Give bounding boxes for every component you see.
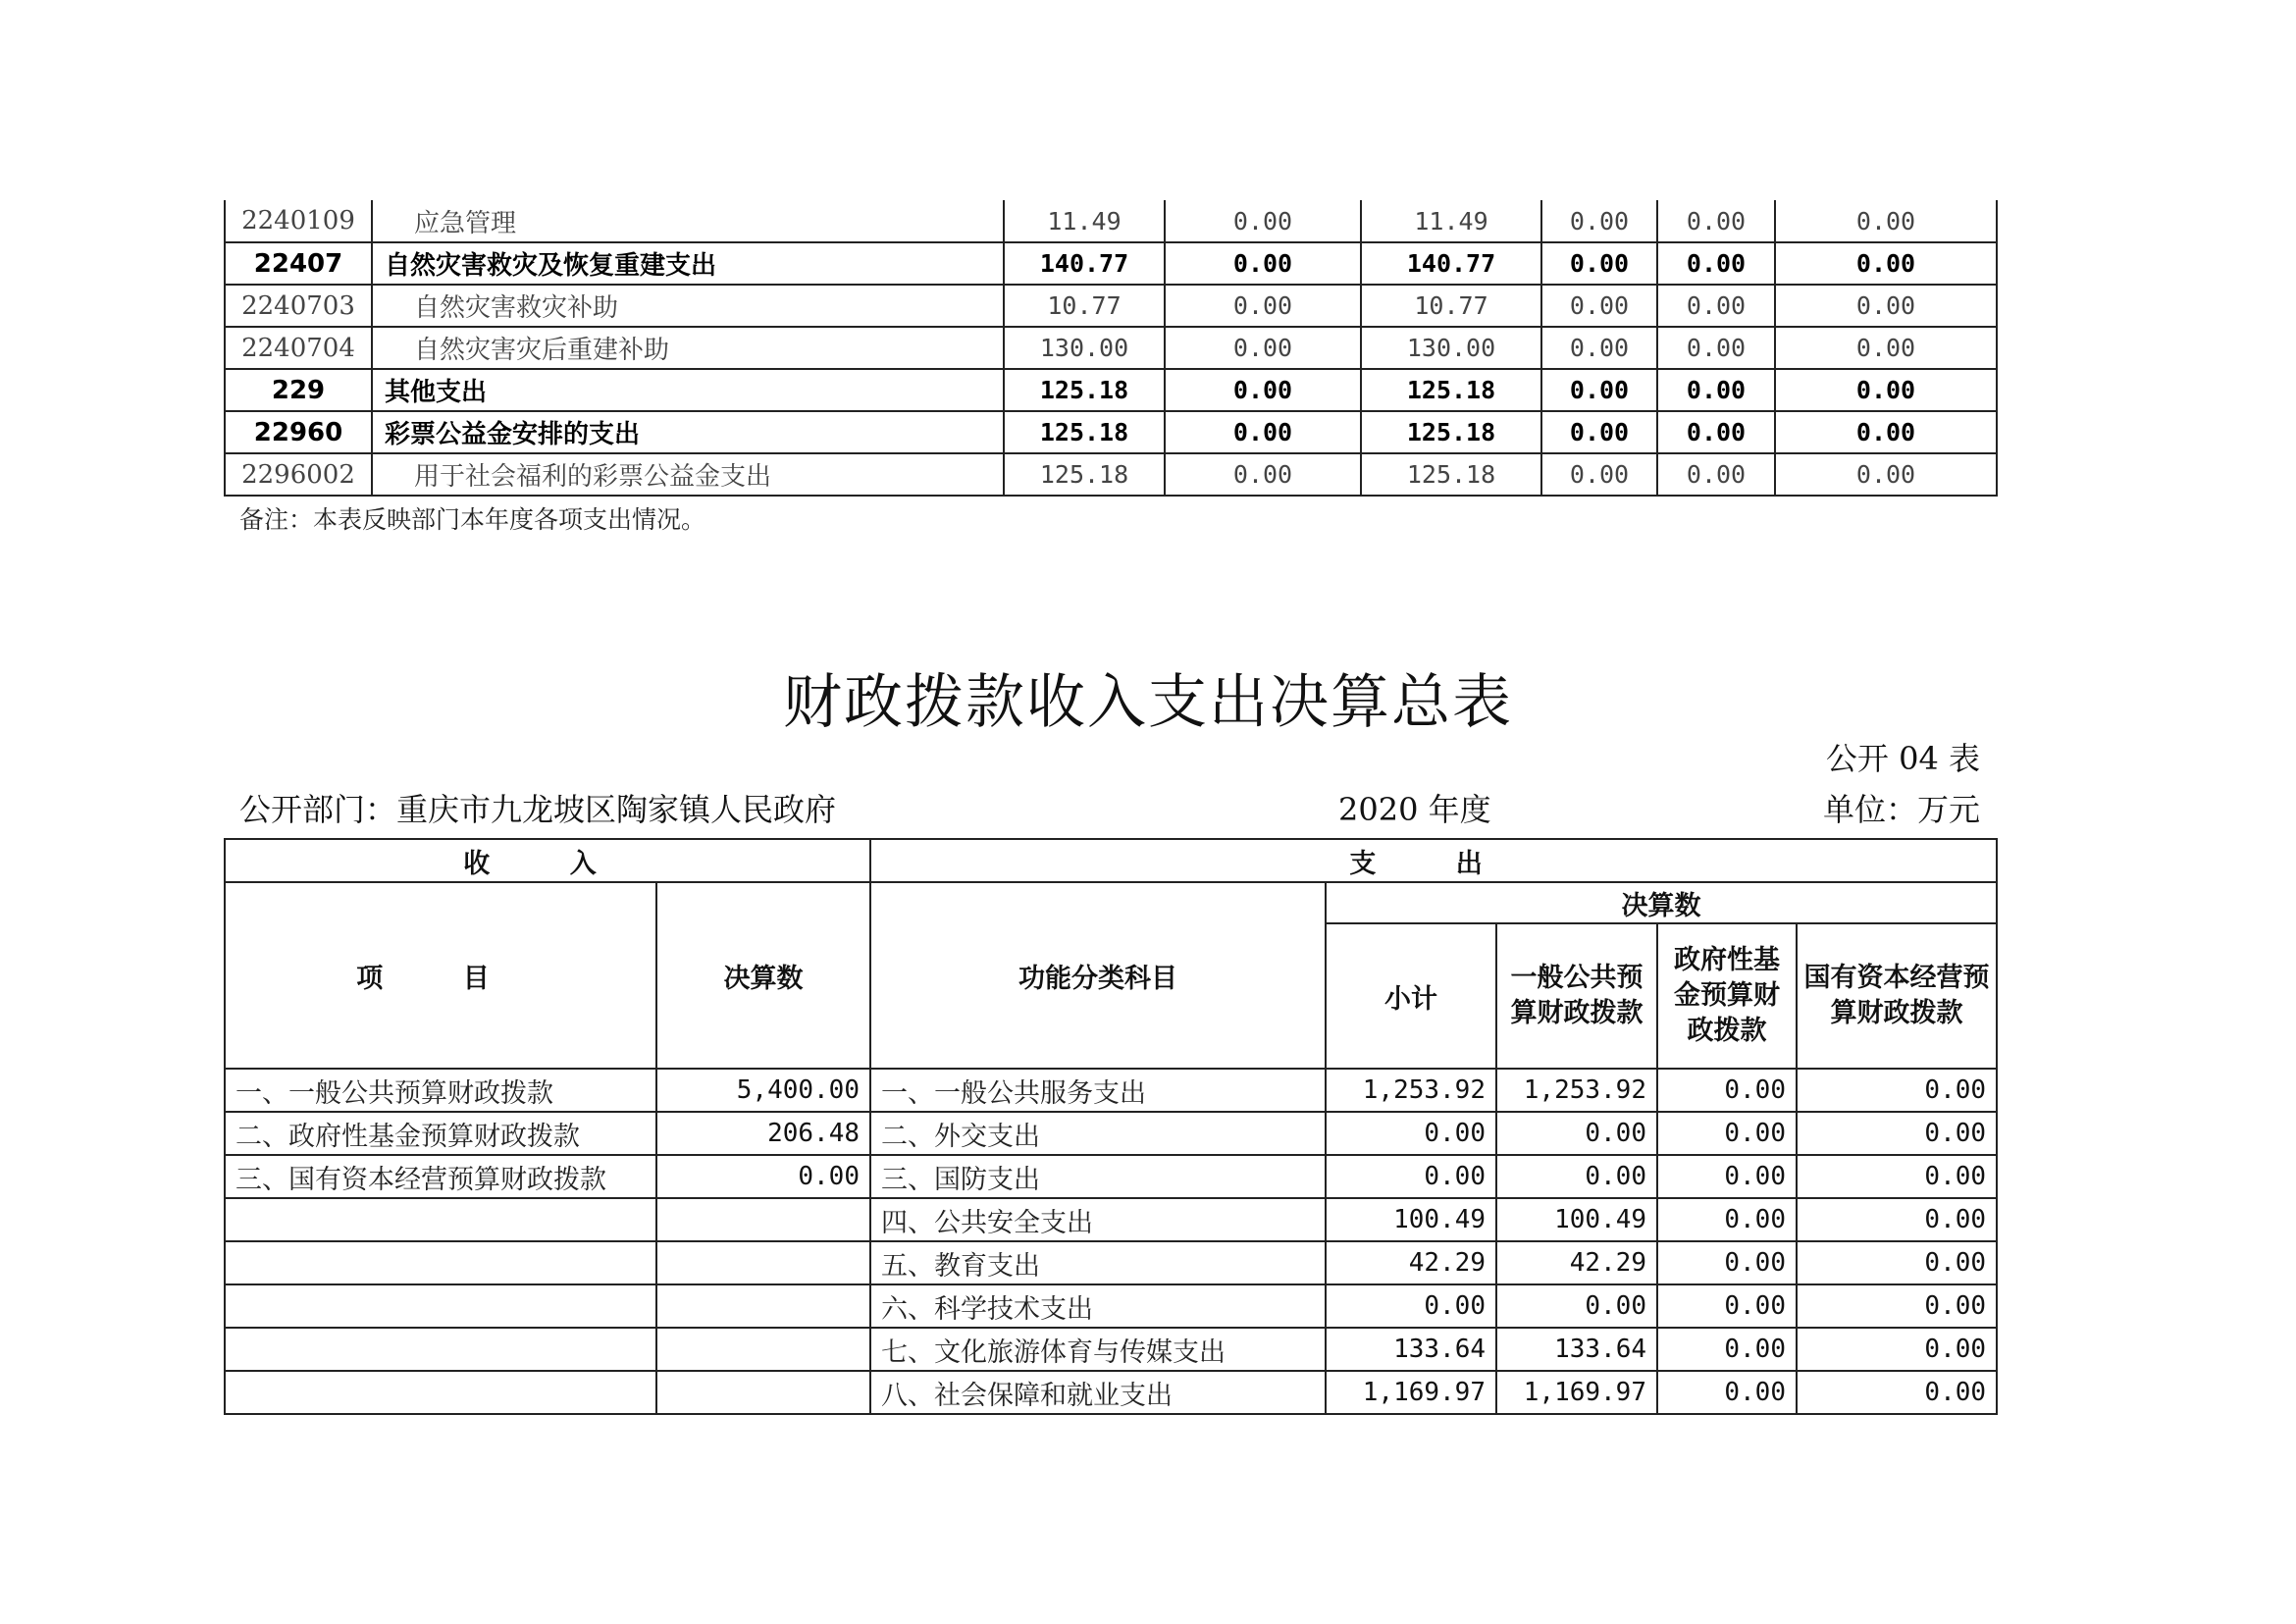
income-item: 一、一般公共预算财政拨款	[225, 1069, 656, 1112]
income-item	[225, 1198, 656, 1241]
department-label: 公开部门：重庆市九龙坡区陶家镇人民政府	[239, 791, 837, 828]
state-capital-amount: 0.00	[1797, 1155, 1997, 1198]
amount-cell: 0.00	[1657, 453, 1775, 496]
amount-cell: 0.00	[1657, 200, 1775, 242]
state-capital-amount: 0.00	[1797, 1069, 1997, 1112]
amount-cell: 0.00	[1775, 411, 1997, 453]
subject-name: 彩票公益金安排的支出	[372, 411, 1004, 453]
amount-cell: 0.00	[1775, 369, 1997, 411]
table-row	[225, 1112, 1997, 1155]
final-amount-header: 决算数	[656, 882, 870, 1069]
amount-cell: 0.00	[1541, 285, 1657, 327]
subject-name: 用于社会福利的彩票公益金支出	[372, 453, 1004, 496]
function-category-header: 功能分类科目	[870, 882, 1326, 1069]
income-item	[225, 1371, 656, 1414]
expense-item: 六、科学技术支出	[870, 1284, 1326, 1328]
general-budget-amount: 42.29	[1496, 1241, 1657, 1284]
subject-name: 自然灾害救灾补助	[372, 285, 1004, 327]
table-row	[225, 1241, 1997, 1284]
amount-cell: 0.00	[1541, 369, 1657, 411]
amount-cell: 0.00	[1775, 200, 1997, 242]
amount-cell: 0.00	[1165, 327, 1361, 369]
state-capital-amount: 0.00	[1797, 1241, 1997, 1284]
summary-body	[225, 1069, 1997, 1414]
subtotal-amount: 42.29	[1326, 1241, 1496, 1284]
table-row	[225, 1371, 1997, 1414]
subtotal-header: 小计	[1326, 923, 1496, 1069]
subject-code: 229	[225, 369, 372, 411]
income-amount	[656, 1241, 870, 1284]
final-group-header: 决算数	[1326, 882, 1997, 923]
general-budget-amount: 1,253.92	[1496, 1069, 1657, 1112]
summary-header	[225, 839, 1997, 1069]
amount-cell: 125.18	[1361, 411, 1541, 453]
expense-item: 七、文化旅游体育与传媒支出	[870, 1328, 1326, 1371]
income-item: 三、国有资本经营预算财政拨款	[225, 1155, 656, 1198]
subtotal-amount: 0.00	[1326, 1112, 1496, 1155]
amount-cell: 0.00	[1775, 242, 1997, 285]
amount-cell: 11.49	[1004, 200, 1165, 242]
amount-cell: 11.49	[1361, 200, 1541, 242]
amount-cell: 0.00	[1165, 285, 1361, 327]
table-row	[225, 285, 1997, 327]
amount-cell: 0.00	[1775, 327, 1997, 369]
amount-cell: 10.77	[1004, 285, 1165, 327]
expense-item: 五、教育支出	[870, 1241, 1326, 1284]
gov-fund-amount: 0.00	[1657, 1155, 1797, 1198]
general-budget-amount: 1,169.97	[1496, 1371, 1657, 1414]
amount-cell: 0.00	[1541, 453, 1657, 496]
income-item: 二、政府性基金预算财政拨款	[225, 1112, 656, 1155]
expense-item: 四、公共安全支出	[870, 1198, 1326, 1241]
unit-label: 单位：万元	[1822, 791, 1980, 828]
subject-name: 自然灾害灾后重建补助	[372, 327, 1004, 369]
amount-cell: 0.00	[1541, 242, 1657, 285]
general-budget-amount: 0.00	[1496, 1155, 1657, 1198]
general-budget-amount: 100.49	[1496, 1198, 1657, 1241]
appropriation-summary-table	[224, 838, 1998, 1415]
table-row	[225, 1328, 1997, 1371]
table-row	[225, 1069, 1997, 1112]
subject-code: 22407	[225, 242, 372, 285]
amount-cell: 0.00	[1165, 453, 1361, 496]
general-budget-amount: 0.00	[1496, 1284, 1657, 1328]
subtotal-amount: 1,253.92	[1326, 1069, 1496, 1112]
expense-detail-table	[224, 200, 1998, 497]
state-capital-header: 国有资本经营预算财政拨款	[1797, 923, 1997, 1069]
state-capital-amount: 0.00	[1797, 1371, 1997, 1414]
income-header: 收 入	[225, 839, 870, 882]
income-amount: 5,400.00	[656, 1069, 870, 1112]
amount-cell: 140.77	[1361, 242, 1541, 285]
subject-code: 2296002	[225, 453, 372, 496]
gov-fund-amount: 0.00	[1657, 1112, 1797, 1155]
gov-fund-amount: 0.00	[1657, 1328, 1797, 1371]
amount-cell: 0.00	[1775, 285, 1997, 327]
income-item	[225, 1241, 656, 1284]
income-amount	[656, 1371, 870, 1414]
gov-fund-amount: 0.00	[1657, 1198, 1797, 1241]
amount-cell: 0.00	[1657, 242, 1775, 285]
amount-cell: 0.00	[1657, 327, 1775, 369]
state-capital-amount: 0.00	[1797, 1328, 1997, 1371]
expense-item: 二、外交支出	[870, 1112, 1326, 1155]
income-amount: 206.48	[656, 1112, 870, 1155]
amount-cell: 130.00	[1004, 327, 1165, 369]
gov-fund-header: 政府性基金预算财政拨款	[1657, 923, 1797, 1069]
table-row	[225, 369, 1997, 411]
table-row	[225, 1284, 1997, 1328]
table-row	[225, 1155, 1997, 1198]
item-header: 项 目	[225, 882, 656, 1069]
gov-fund-amount: 0.00	[1657, 1241, 1797, 1284]
table-row	[225, 327, 1997, 369]
amount-cell: 0.00	[1541, 327, 1657, 369]
gov-fund-amount: 0.00	[1657, 1371, 1797, 1414]
subject-code: 2240704	[225, 327, 372, 369]
income-item	[225, 1328, 656, 1371]
amount-cell: 0.00	[1775, 453, 1997, 496]
amount-cell: 125.18	[1004, 411, 1165, 453]
general-budget-amount: 133.64	[1496, 1328, 1657, 1371]
expense-item: 三、国防支出	[870, 1155, 1326, 1198]
expense-item: 八、社会保障和就业支出	[870, 1371, 1326, 1414]
amount-cell: 125.18	[1004, 453, 1165, 496]
amount-cell: 125.18	[1361, 369, 1541, 411]
subtotal-amount: 0.00	[1326, 1155, 1496, 1198]
state-capital-amount: 0.00	[1797, 1112, 1997, 1155]
table-row	[225, 411, 1997, 453]
expense-header: 支 出	[870, 839, 1997, 882]
state-capital-amount: 0.00	[1797, 1284, 1997, 1328]
page-title: 财政拨款收入支出决算总表	[783, 668, 1513, 737]
subject-code: 2240703	[225, 285, 372, 327]
income-amount	[656, 1284, 870, 1328]
amount-cell: 0.00	[1657, 285, 1775, 327]
subtotal-amount: 133.64	[1326, 1328, 1496, 1371]
expense-item: 一、一般公共服务支出	[870, 1069, 1326, 1112]
gov-fund-amount: 0.00	[1657, 1284, 1797, 1328]
amount-cell: 140.77	[1004, 242, 1165, 285]
amount-cell: 0.00	[1541, 411, 1657, 453]
amount-cell: 0.00	[1657, 369, 1775, 411]
amount-cell: 0.00	[1165, 411, 1361, 453]
income-amount: 0.00	[656, 1155, 870, 1198]
subtotal-amount: 100.49	[1326, 1198, 1496, 1241]
gov-fund-amount: 0.00	[1657, 1069, 1797, 1112]
income-amount	[656, 1328, 870, 1371]
year-label: 2020 年度	[1338, 791, 1491, 828]
subject-code: 22960	[225, 411, 372, 453]
state-capital-amount: 0.00	[1797, 1198, 1997, 1241]
subtotal-amount: 0.00	[1326, 1284, 1496, 1328]
amount-cell: 125.18	[1004, 369, 1165, 411]
subject-code: 2240109	[225, 200, 372, 242]
subject-name: 应急管理	[372, 200, 1004, 242]
amount-cell: 0.00	[1165, 242, 1361, 285]
general-budget-header: 一般公共预算财政拨款	[1496, 923, 1657, 1069]
table-row	[225, 200, 1997, 242]
amount-cell: 0.00	[1541, 200, 1657, 242]
amount-cell: 125.18	[1361, 453, 1541, 496]
subject-name: 自然灾害救灾及恢复重建支出	[372, 242, 1004, 285]
table-number: 公开 04 表	[1825, 740, 1980, 777]
amount-cell: 0.00	[1165, 369, 1361, 411]
expense-detail-body	[225, 200, 1997, 496]
amount-cell: 130.00	[1361, 327, 1541, 369]
table-row	[225, 1198, 1997, 1241]
table-row	[225, 242, 1997, 285]
amount-cell: 0.00	[1165, 200, 1361, 242]
income-amount	[656, 1198, 870, 1241]
amount-cell: 10.77	[1361, 285, 1541, 327]
income-item	[225, 1284, 656, 1328]
general-budget-amount: 0.00	[1496, 1112, 1657, 1155]
amount-cell: 0.00	[1657, 411, 1775, 453]
table-note: 备注：本表反映部门本年度各项支出情况。	[239, 505, 706, 534]
subtotal-amount: 1,169.97	[1326, 1371, 1496, 1414]
subject-name: 其他支出	[372, 369, 1004, 411]
table-row	[225, 453, 1997, 496]
